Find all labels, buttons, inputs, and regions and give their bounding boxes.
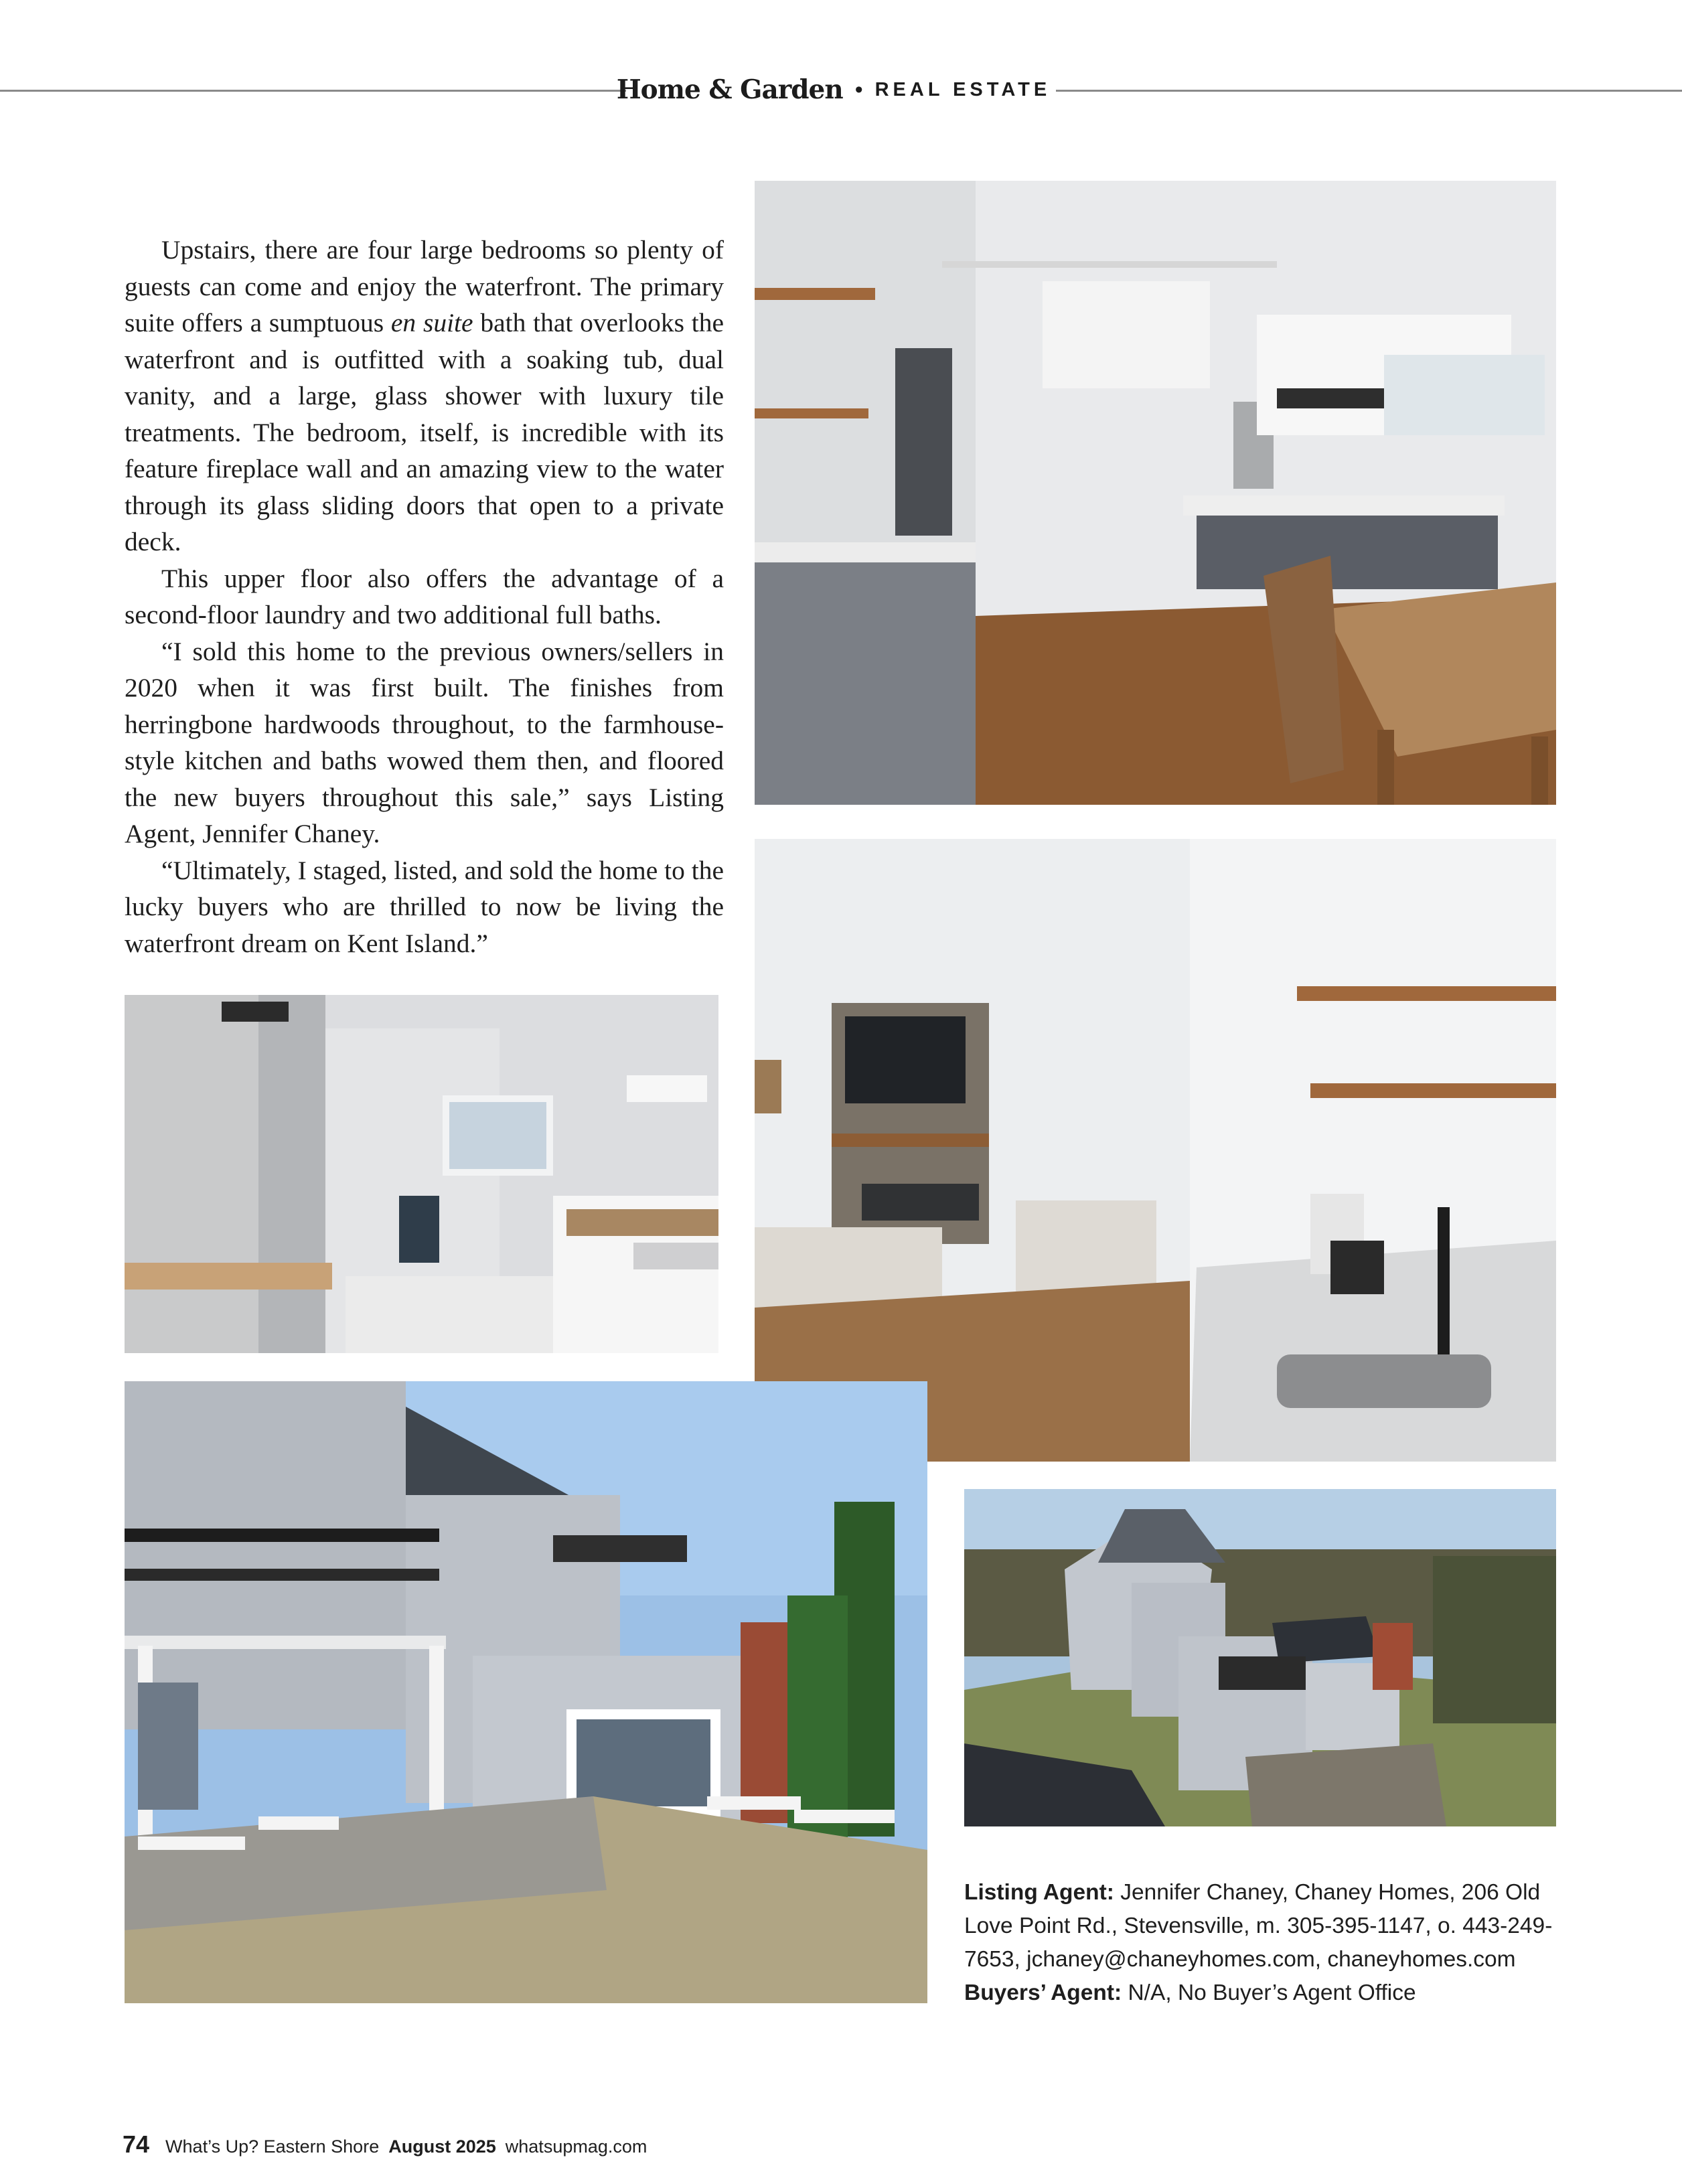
listing-agent-details: Jennifer Chaney, Chaney Homes, 206 Old Love Point Rd., Stevensville, m. 305-395-1147, o. 443-249-7653, jchaney@chaneyhomes.com, chaneyhomes.com [964, 1880, 1553, 1972]
header-separator: • [854, 76, 863, 102]
article-paragraph: This upper floor also offers the advantage of a second-floor laundry and two additional full baths. [125, 563, 724, 629]
italic-term: en suite [390, 308, 473, 337]
rear-exterior-photo [125, 1381, 927, 2003]
header-rule-left [0, 90, 626, 92]
kitchen-photo [755, 181, 1556, 805]
publication-name: What’s Up? Eastern Shore [165, 2136, 380, 2157]
running-header [616, 70, 1051, 110]
header-rule-right [1056, 90, 1682, 92]
page-footer [123, 2130, 656, 2164]
article-paragraph: “Ultimately, I staged, listed, and sold the home to the lucky buyers who are thrilled to now be living the waterfront dream on Kent Island.” [125, 855, 724, 958]
buyers-agent-label: Buyers’ Agent: [964, 1980, 1122, 2005]
agent-credits [964, 1876, 1594, 2010]
listing-agent-label: Listing Agent: [964, 1880, 1114, 1905]
living-room-photo [755, 839, 1556, 1462]
bathroom-photo [125, 995, 718, 1353]
page-number: 74 [123, 2130, 150, 2158]
article-body [125, 232, 724, 961]
aerial-photo [964, 1489, 1556, 1826]
issue-date: August 2025 [388, 2136, 496, 2157]
article-paragraph: “I sold this home to the previous owners/sellers in 2020 when it was first built. The finishes from herringbone hardwoods throughout, to the farmhouse-style kitchen and baths wowed them then, and floored the new buyers throughout this sale,” says Listing Agent, Jennifer Chaney. [125, 636, 724, 848]
article-paragraph: Upstairs, there are four large bedrooms so plenty of guests can come and enjoy the waterfront. The primary suite offers a sumptuous en suite bath that overlooks the waterfront and is outfitted with a soaking tub, dual vanity, and a large, glass shower with luxury tile treatments. The bedroom, itself, is incredible with its feature fireplace wall and an amazing view to the water through its glass sliding doors that open to a private deck. [125, 235, 724, 556]
buyers-agent-details: N/A, No Buyer’s Agent Office [1122, 1980, 1416, 2005]
header-brand: Home & Garden [616, 74, 843, 105]
website-link[interactable]: whatsupmag.com [505, 2136, 647, 2157]
header-section: REAL ESTATE [874, 78, 1051, 100]
